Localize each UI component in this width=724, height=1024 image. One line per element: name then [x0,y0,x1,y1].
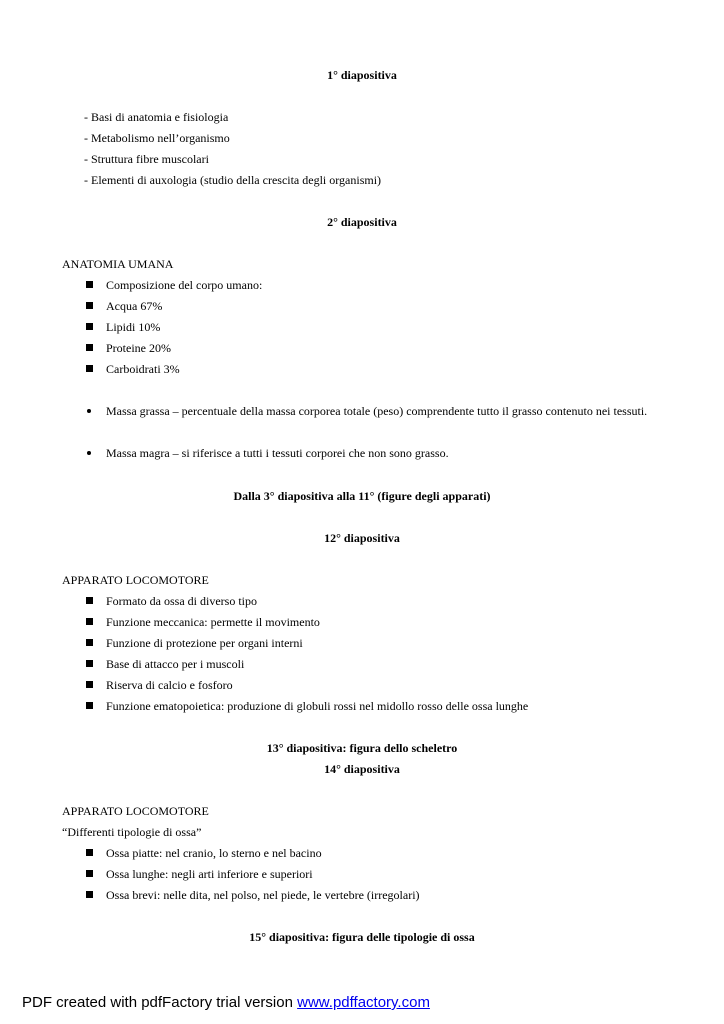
section-heading: APPARATO LOCOMOTORE [62,804,209,818]
square-bullet-icon [86,618,93,625]
list-item: - Elementi di auxologia (studio della crescita degli organismi) [84,173,382,187]
square-bullet-icon [86,681,93,688]
list-item: Funzione di protezione per organi interni [106,636,303,650]
square-bullet-icon [86,870,93,877]
pdf-footer [22,994,430,1011]
square-bullet-icon [86,323,93,330]
list-item: Funzione ematopoietica: produzione di globuli rossi nel midollo rosso delle ossa lunghe [106,699,529,713]
square-bullet-icon [86,702,93,709]
section-subheading: “Differenti tipologie di ossa” [62,825,202,839]
square-bullet-icon [86,344,93,351]
square-bullet-icon [86,849,93,856]
bullet-item: Massa magra – si riferisce a tutti i tessuti corporei che non sono grasso. [106,446,449,460]
square-bullet-icon [86,302,93,309]
section-heading: APPARATO LOCOMOTORE [62,573,209,587]
list-item: Composizione del corpo umano: [106,278,263,292]
list-item: Base di attacco per i muscoli [106,657,245,671]
list-item: Ossa brevi: nelle dita, nel polso, nel piede, le vertebre (irregolari) [106,888,420,902]
list-item: Acqua 67% [106,299,163,313]
list-item: - Metabolismo nell’organismo [84,131,230,145]
footer-link[interactable]: www.pdffactory.com [297,994,430,1011]
square-bullet-icon [86,281,93,288]
list-item: - Struttura fibre muscolari [84,152,209,166]
list-item: Carboidrati 3% [106,362,180,376]
square-bullet-icon [86,639,93,646]
slide-12-title: 12° diapositiva [324,531,400,545]
list-item: Ossa piatte: nel cranio, lo sterno e nel bacino [106,846,322,860]
square-bullet-icon [86,597,93,604]
slide-2-title: 2° diapositiva [327,215,397,229]
list-item: Ossa lunghe: negli arti inferiore e superiori [106,867,313,881]
list-item: Lipidi 10% [106,320,161,334]
square-bullet-icon [86,660,93,667]
slide-14-title: 14° diapositiva [324,762,400,776]
square-bullet-icon [86,365,93,372]
list-item: Funzione meccanica: permette il movimento [106,615,320,629]
list-item: - Basi di anatomia e fisiologia [84,110,229,124]
list-item: Riserva di calcio e fosforo [106,678,233,692]
slide-13-title: 13° diapositiva: figura dello scheletro [266,741,458,755]
section-heading: ANATOMIA UMANA [62,257,174,271]
square-bullet-icon [86,891,93,898]
list-item: Proteine 20% [106,341,171,355]
slide-15-title: 15° diapositiva: figura delle tipologie di ossa [249,930,475,944]
footer-text: PDF created with pdfFactory trial version [22,994,298,1011]
list-item: Formato da ossa di diverso tipo [106,594,257,608]
slide-1-title: 1° diapositiva [327,68,397,82]
round-bullet-icon [87,409,91,413]
bullet-item: Massa grassa – percentuale della massa corporea totale (peso) comprendente tutto il grasso contenuto nei tessuti. [106,404,648,418]
slides-3-11-title: Dalla 3° diapositiva alla 11° (figure degli apparati) [233,489,491,503]
round-bullet-icon [87,451,91,455]
